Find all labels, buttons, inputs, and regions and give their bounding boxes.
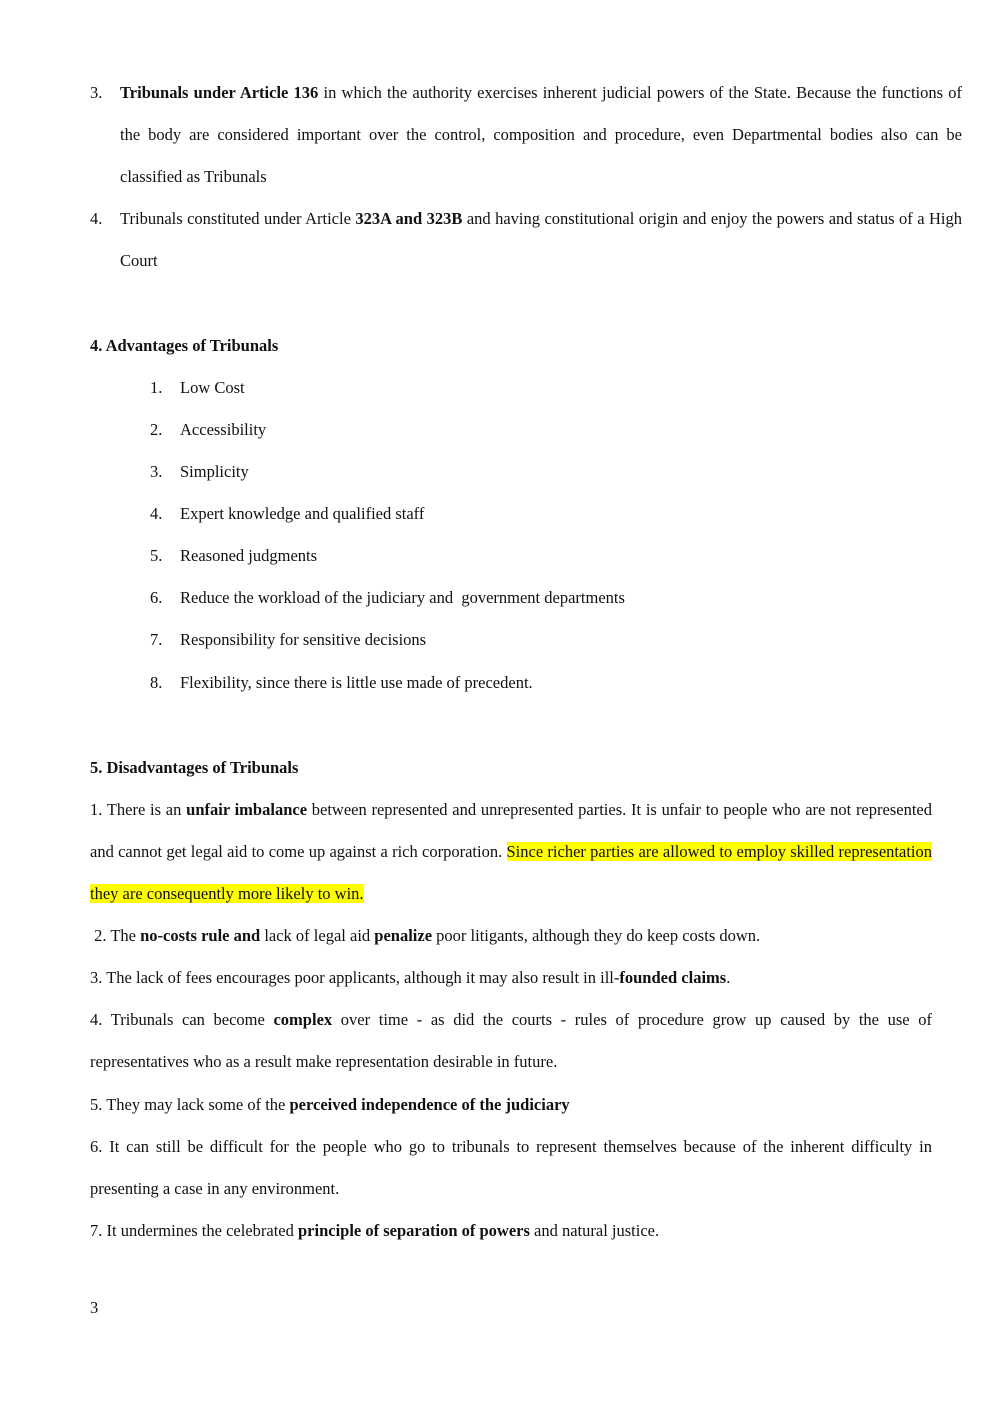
- item-text: Expert knowledge and qualified staff: [180, 504, 425, 523]
- text: .: [726, 968, 731, 987]
- advantage-item: [150, 367, 245, 409]
- bold-text: 323A and 323B: [355, 209, 463, 228]
- bold-text: complex: [273, 1010, 333, 1029]
- text: poor litigants, although they do keep costs down.: [432, 926, 761, 945]
- bold-text: unfair imbalance: [186, 800, 308, 819]
- page-number: 3: [90, 1298, 99, 1317]
- text: 6. It can still be difficult for the people who go to tribunals to represent themselves because of the inherent difficulty in presenting a case in any environment.: [90, 1137, 932, 1198]
- item-text: Flexibility, since there is little use made of precedent.: [180, 673, 533, 692]
- advantage-item: [150, 619, 426, 661]
- advantages-heading: [90, 325, 932, 367]
- disadvantage-6: [90, 1126, 932, 1210]
- bold-text: perceived independence of the judiciary: [289, 1095, 570, 1114]
- text: 4. Tribunals can become: [90, 1010, 274, 1029]
- text: 5. They may lack some of the: [90, 1095, 290, 1114]
- item-text: Accessibility: [180, 420, 267, 439]
- advantage-item: [150, 409, 266, 451]
- heading-text: 4. Advantages of Tribunals: [90, 336, 279, 355]
- advantage-item: [150, 577, 625, 619]
- text: lack of legal aid: [260, 926, 375, 945]
- text: 7. It undermines the celebrated: [90, 1221, 298, 1240]
- disadvantage-7: [90, 1210, 932, 1252]
- bold-text: Tribunals under Article 136: [120, 83, 319, 102]
- disadvantage-4: [90, 999, 932, 1083]
- item-text: Reasoned judgments: [180, 546, 318, 565]
- item-number: 8.: [150, 673, 163, 692]
- text: 1. There is an: [90, 800, 187, 819]
- text: over time - as did the courts - rules of procedure grow up caused by the use of representatives who as a result make representation desirable in future.: [90, 1010, 933, 1071]
- bold-text: principle of separation of powers: [298, 1221, 530, 1240]
- item-text: Low Cost: [180, 378, 245, 397]
- advantage-item: [150, 451, 249, 493]
- bold-text: founded claims: [619, 968, 727, 987]
- text: and having constitutional origin and enjoy the powers and status of a High Court: [120, 209, 962, 270]
- disadvantage-1: [90, 789, 932, 915]
- bold-text: no-costs rule and: [140, 926, 261, 945]
- item-number: 4.: [90, 209, 103, 228]
- advantage-item: [150, 493, 424, 535]
- item-number: 4.: [150, 504, 163, 523]
- text: 2. The: [90, 926, 141, 945]
- disadvantage-3: [90, 957, 932, 999]
- item-text: Simplicity: [180, 462, 249, 481]
- text: Tribunals constituted under Article: [120, 209, 356, 228]
- highlighted-text: Since richer parties are allowed to employ skilled representation they are consequently more likely to win.: [90, 842, 932, 903]
- item-text: Reduce the workload of the judiciary and government departments: [180, 588, 625, 607]
- item-number: 5.: [150, 546, 163, 565]
- heading-text: 5. Disadvantages of Tribunals: [90, 758, 299, 777]
- item-number: 3.: [150, 462, 163, 481]
- item-text: Responsibility for sensitive decisions: [180, 630, 427, 649]
- text: and natural justice.: [529, 1221, 660, 1240]
- item-number: 7.: [150, 630, 163, 649]
- tribunal-type-4: [90, 198, 962, 282]
- text: between represented and unrepresented parties. It is unfair to people who are not represented and cannot get legal aid to come up against a rich corporation.: [90, 800, 932, 861]
- disadvantage-5: [90, 1084, 932, 1126]
- text: 3. The lack of fees encourages poor applicants, although it may also result in ill-: [90, 968, 620, 987]
- advantage-item: [150, 535, 317, 577]
- text: in which the authority exercises inherent judicial powers of the State. Because the functions of the body are considered important over the control, composition and procedure, even Departmental bodies also can be classified as Tribunals: [120, 83, 962, 186]
- disadvantages-heading: [90, 747, 932, 789]
- tribunal-type-3: [90, 72, 962, 198]
- item-number: 1.: [150, 378, 163, 397]
- bold-text: penalize: [374, 926, 433, 945]
- item-number: 6.: [150, 588, 163, 607]
- item-number: 3.: [90, 83, 103, 102]
- disadvantage-2: [90, 915, 932, 957]
- advantage-item: [150, 662, 533, 704]
- item-number: 2.: [150, 420, 163, 439]
